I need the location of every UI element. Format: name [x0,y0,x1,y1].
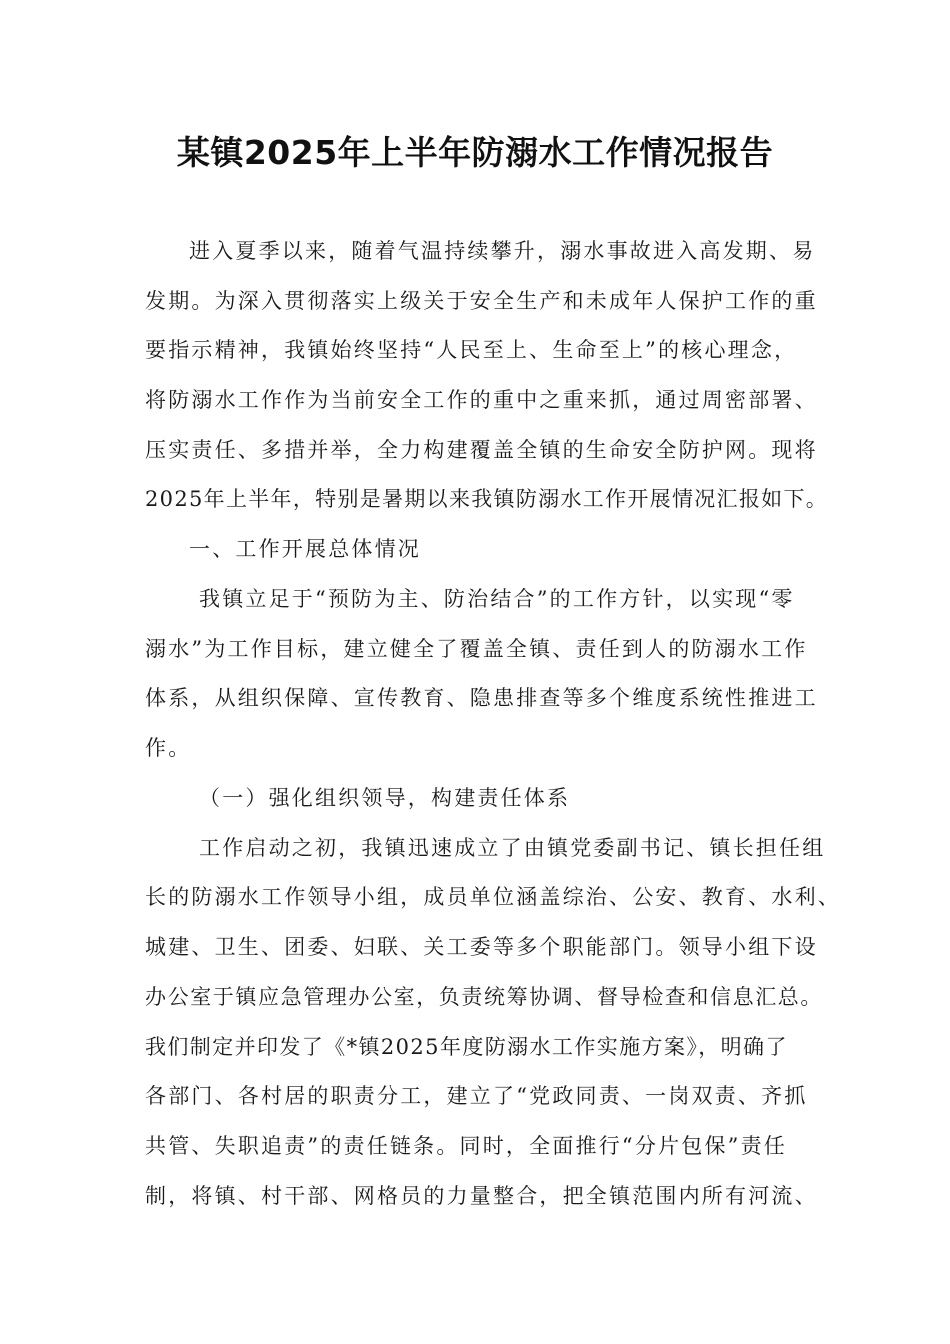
body-line: 发期。为深入贯彻落实上级关于安全生产和未成年人保护工作的重 [145,289,818,313]
body-line: 我镇立足于“预防为主、防治结合”的工作方针，以实现“零 [199,587,795,611]
document-title: 某镇2025年上半年防溺水工作情况报告 [176,133,774,172]
body-line: 作。 [145,736,192,760]
body-line: 2025年上半年，特别是暑期以来我镇防溺水工作开展情况汇报如下。 [145,487,829,511]
section-heading: 一、工作开展总体情况 [189,537,421,561]
body-line: 制，将镇、村干部、网格员的力量整合，把全镇范围内所有河流、 [145,1184,818,1208]
body-line: 各部门、各村居的职责分工，建立了“党政同责、一岗双责、齐抓 [145,1084,808,1108]
body-line: 进入夏季以来，随着气温持续攀升，溺水事故进入高发期、易 [189,239,816,263]
body-line: 我们制定并印发了《*镇2025年度防溺水工作实施方案》，明确了 [145,1035,788,1059]
body-line: 长的防溺水工作领导小组，成员单位涵盖综治、公安、教育、水利、 [145,885,841,909]
subsection-heading: （一）强化组织领导，构建责任体系 [199,786,571,810]
body-line: 要指示精神，我镇始终坚持“人民至上、生命至上”的核心理念， [145,338,798,362]
body-line: 溺水”为工作目标，建立健全了覆盖全镇、责任到人的防溺水工作 [145,637,808,661]
body-line: 体系，从组织保障、宣传教育、隐患排查等多个维度系统性推进工 [145,686,818,710]
body-line: 工作启动之初，我镇迅速成立了由镇党委副书记、镇长担任组 [199,836,826,860]
body-line: 共管、失职追责”的责任链条。同时，全面推行“分片包保”责任 [145,1134,788,1158]
body-line: 办公室于镇应急管理办公室，负责统筹协调、督导检查和信息汇总。 [145,985,823,1009]
body-line: 将防溺水工作作为当前安全工作的重中之重来抓，通过周密部署、 [145,388,818,412]
body-line: 城建、卫生、团委、妇联、关工委等多个职能部门。领导小组下设 [145,935,818,959]
body-line: 压实责任、多措并举，全力构建覆盖全镇的生命安全防护网。现将 [145,438,818,462]
